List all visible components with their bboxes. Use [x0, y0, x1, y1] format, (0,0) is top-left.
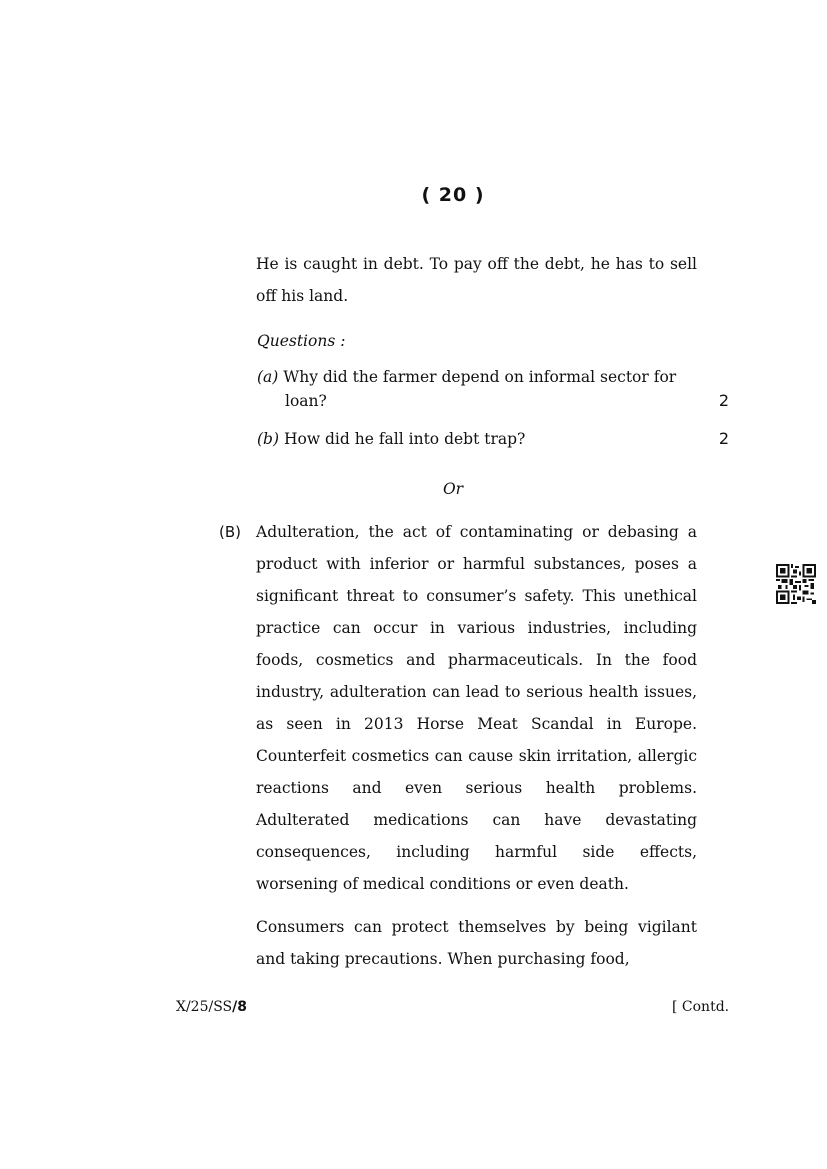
intro-paragraph: He is caught in debt. To pay off the debt, he has to sell off his land.	[256, 255, 697, 305]
question-b-text: How did he fall into debt trap?	[283, 430, 526, 448]
section-b-paragraph-2: Consumers can protect themselves by being vigilant and taking precautions. When purchasing food,	[256, 918, 697, 968]
footer-continued: [ Contd.	[672, 999, 730, 1015]
footer-code-suffix: /8	[232, 999, 248, 1015]
section-b-paragraph: Adulteration, the act of contaminating or debasing a product with inferior or harmful substances, poses a significant threat to consumer’s safety. This unethical practice can occur in various industries, including foods, cosmetics and pharmaceuticals. In the food industry, adulteration can lead to serious health issues, as seen in 2013 Horse Meat Scandal in Europe. Counterfeit cosmetics can cause skin irritation, allergic reactions and even serious health problems. Adulterated medications can have devastating consequences, including harmful side effects, worsening of medical conditions or even death.	[256, 523, 697, 893]
questions-heading: Questions :	[257, 332, 346, 350]
question-a-marks: 2	[718, 391, 729, 410]
question-a	[257, 365, 729, 413]
question-b-marks: 2	[718, 429, 729, 448]
footer-paper-code	[176, 999, 247, 1015]
footer-code-prefix: X/25/SS	[176, 999, 233, 1015]
question-a-text: Why did the farmer depend on informal sector for loan?	[283, 368, 677, 410]
question-a-label: (a)	[257, 368, 279, 386]
question-a-text-wrapper	[257, 365, 715, 413]
or-divider: Or	[442, 480, 464, 498]
page-number: ( 20 )	[421, 184, 485, 206]
question-b-label: (b)	[257, 430, 280, 448]
question-b-text-wrapper	[257, 427, 715, 451]
section-label-b: (B)	[219, 523, 241, 541]
qr-code-icon	[776, 564, 816, 604]
question-b	[257, 427, 729, 451]
